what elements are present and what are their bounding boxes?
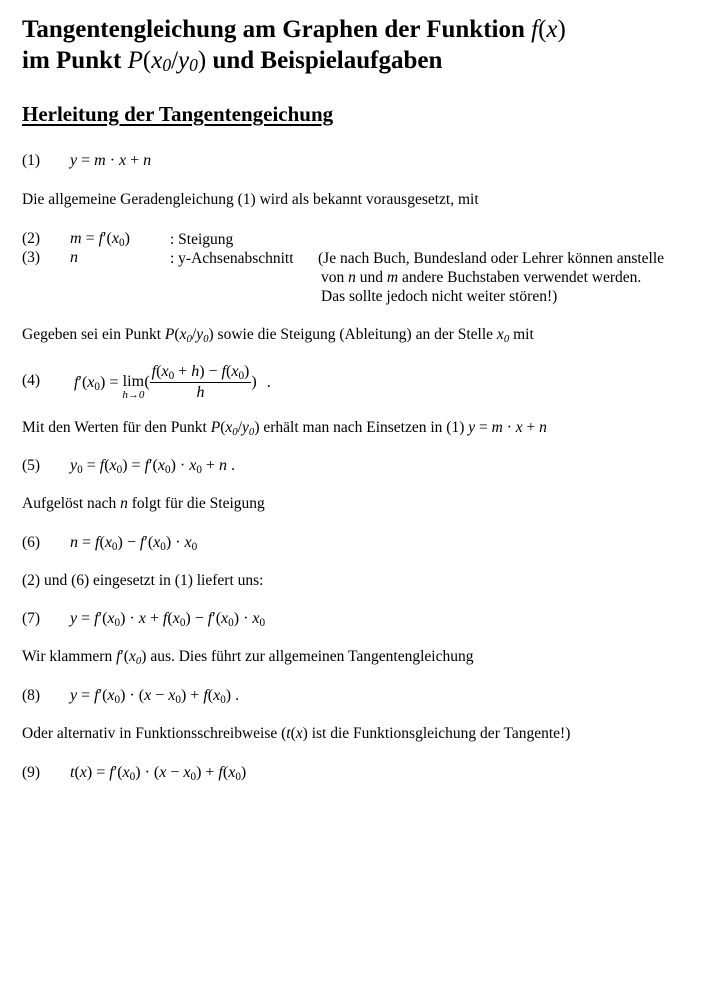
paragraph-1: Die allgemeine Geradengleichung (1) wird als bekannt vorausgesetzt, mit xyxy=(22,191,479,208)
p3-point-math: $P(x_0/y_0)$ xyxy=(210,419,260,438)
title-line1-text: Tangentengleichung am Graphen der Funktion xyxy=(22,16,532,43)
def3-note-line3: Das sollte jedoch nicht weiter stören!) xyxy=(321,288,558,305)
def3-label: : y-Achsenabschnitt xyxy=(170,250,294,267)
eq8-number: (8) xyxy=(22,687,41,704)
eq9-formula: $t(x) = f'(x_0) \cdot (x - x_0) + f(x_0)$ xyxy=(70,764,247,783)
p3-line-math: y = m · x + n xyxy=(468,419,547,436)
def2-symbol: $m = f'(x_0)$ xyxy=(70,230,130,249)
paragraph-7: Oder alternativ in Funktionsschreibweise (t(x) ist die Funktionsgleichung der Tangente!) xyxy=(22,725,571,742)
eq1-number: (1) xyxy=(22,152,41,169)
document-title xyxy=(22,14,566,45)
def3-note-line1: (Je nach Buch, Bundesland oder Lehrer können anstelle xyxy=(318,250,665,267)
eq9-number: (9) xyxy=(22,764,41,781)
eq4-formula: $f'(x_0) = \lim$ h→0 ( $\frac{f(x_0 + h) - f(x_0)}{h}$ ) . xyxy=(74,363,271,401)
def3-number: (3) xyxy=(22,249,41,266)
paragraph-5: (2) und (6) eingesetzt in (1) liefert uns: xyxy=(22,572,264,589)
paragraph-3: Mit den Werten für den Punkt $P(x_0/y_0)$ erhält man nach Einsetzen in (1) y = m · x + n xyxy=(22,419,547,438)
p2-x0-math: $x_0$ xyxy=(496,326,510,345)
p7-tx-math: t(x) xyxy=(286,725,308,742)
document-title-line2 xyxy=(22,45,442,76)
eq7-number: (7) xyxy=(22,610,41,627)
def2-number: (2) xyxy=(22,230,41,247)
eq6-number: (6) xyxy=(22,534,41,551)
p2-point-math: $P(x_0/y_0)$ xyxy=(164,326,214,345)
paragraph-2: Gegeben sei ein Punkt $P(x_0/y_0)$ sowie die Steigung (Ableitung) an der Stelle $x_0$ mit xyxy=(22,326,534,345)
def3-symbol: n xyxy=(70,249,78,266)
def2-label: : Steigung xyxy=(170,231,234,248)
paragraph-6: Wir klammern $f'(x_0)$ aus. Dies führt zur allgemeinen Tangentengleichung xyxy=(22,648,474,667)
section-heading: Herleitung der Tangentengeichung xyxy=(22,102,334,126)
eq5-number: (5) xyxy=(22,457,41,474)
eq1-formula: y = m · x + n xyxy=(70,152,152,169)
eq8-formula: $y = f'(x_0) \cdot (x - x_0) + f(x_0)$ . xyxy=(70,687,240,706)
title-line2-math: $P(x_0/y_0)$ xyxy=(127,47,207,75)
eq7-formula: $y = f'(x_0) \cdot x + f(x_0) - f'(x_0) \cdot x_0$ xyxy=(70,610,266,629)
paragraph-4: Aufgelöst nach n folgt für die Steigung xyxy=(22,495,265,512)
def3-note-line2: von n und m andere Buchstaben verwendet werden. xyxy=(321,269,642,286)
title-line2-suffix: und Beispielaufgaben xyxy=(206,47,443,74)
eq5-formula: $y_0 = f(x_0) = f'(x_0) \cdot x_0 + n$ . xyxy=(70,457,235,476)
eq6-formula: $n = f(x_0) - f'(x_0) \cdot x_0$ xyxy=(70,534,198,553)
title-line2-prefix: im Punkt xyxy=(22,47,128,74)
p6-derivative-math: $f'(x_0)$ xyxy=(116,648,147,667)
title-line1-math: f(x) xyxy=(531,16,566,43)
eq4-number: (4) xyxy=(22,372,41,389)
